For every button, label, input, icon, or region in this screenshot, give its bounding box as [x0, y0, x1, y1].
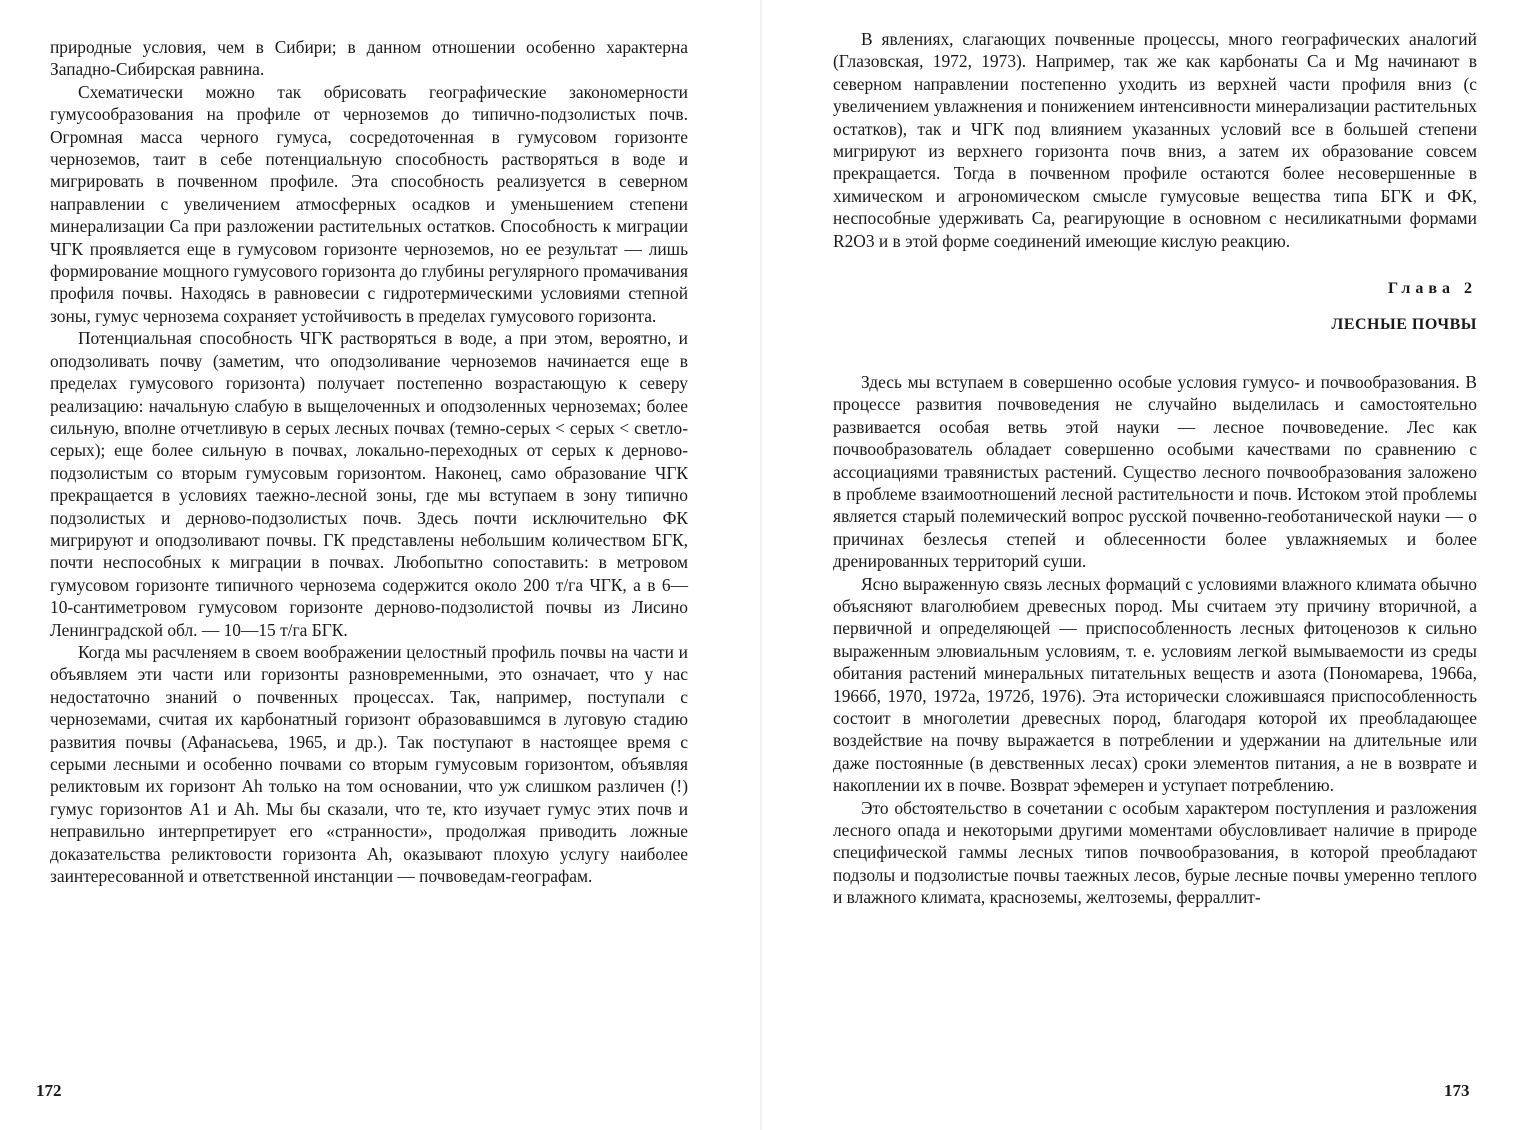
paragraph: Ясно выраженную связь лесных формаций с условиями влажного климата обычно объясняют влаголюбием древесных пород. Мы считаем эту причину вторичной, а первичной и определяющей — приспособленность лесных фитоценозов к сильно выраженным элювиальным условиям, т. е. условиям легкой вымываемости из среды обитания растений минеральных питательных веществ и азота (Пономарева, 1966а, 1966б, 1970, 1972а, 1972б, 1976). Эта исторически сложившаяся приспособленность состоит в многолетии древесных пород, благодаря которой их преобладающее воздействие на почву выражается в потреблении и удержании на длительные или даже постоянные (в девственных лесах) сроки элементов питания, а не в возврате и накоплении их в почве. Возврат эфемерен и уступает потреблению.	[833, 573, 1477, 796]
paragraph: Это обстоятельство в сочетании с особым характером поступления и разложения лесного опада и некоторыми другими моментами обусловливает наличие в природе специфической гаммы лесных типов почвообразования, в которой преобладают подзолы и подзолистые почвы таежных лесов, бурые лесные почвы умеренно теплого и влажного климата, красноземы, желтоземы, ферраллит-	[833, 797, 1477, 908]
left-page-text	[50, 36, 688, 887]
paragraph: Схематически можно так обрисовать географические закономерности гумусообразования на профиле от черноземов до типично-подзолистых почв. Огромная масса черного гумуса, сосредоточенная в гумусовом горизонте черноземов, таит в себе потенциальную способность растворяться в воде и мигрировать в почвенном профиле. Эта способность реализуется в северном направлении с увеличением атмосферных осадков и уменьшением степени минерализации Са при разложении растительных остатков. Способность к миграции ЧГК проявляется еще в гумусовом горизонте черноземов, но ее результат — лишь формирование мощного гумусового горизонта до глубины регулярного промачивания профиля почвы. Находясь в равновесии с гидротермическими условиями степной зоны, гумус чернозема сохраняет устойчивость в пределах гумусового горизонта.	[50, 81, 688, 326]
paragraph: В явлениях, слагающих почвенные процессы, много географических аналогий (Глазовская, 1972, 1973). Например, так же как карбонаты Са и Mg начинают в северном направлении постепенно уходить из верхней части профиля вниз (с увеличением увлажнения и понижением интенсивности минерализации растительных остатков), так и ЧГК под влиянием указанных условий все в большей степени мигрируют из верхнего горизонта почв вниз, а затем их образование совсем прекращается. Тогда в почвенном профиле остаются более несовершенные в химическом и агрономическом смысле гумусовые вещества типа БГК и ФК, неспособные удерживать Са, реагирующие в основном с несиликатными формами R2O3 и в этой форме соединений имеющие кислую реакцию.	[833, 29, 1477, 251]
paragraph: Когда мы расчленяем в своем воображении целостный профиль почвы на части и объявляем эти части или горизонты разновременными, это означает, что у нас недостаточно знаний о почвенных процессах. Так, например, поступали с черноземами, считая их карбонатный горизонт образовавшимся в луговую стадию развития почвы (Афанасьева, 1965, и др.). Так поступают в настоящее время с серыми лесными и особенно почвами со вторым гумусовым горизонтом, объявляя реликтовым их горизонт Аh только на том основании, что уж слишком различен (!) гумус горизонтов А1 и Аh. Мы бы сказали, что те, кто изучает гумус этих почв и неправильно интерпретирует его «странности», продолжая приводить ложные доказательства реликтовости горизонта Аh, оказывают плохую услугу наиболее заинтересованной и ответственной инстанции — почвоведам-географам.	[50, 641, 688, 887]
chapter-label: Глава 2	[1388, 280, 1477, 298]
paragraph: Потенциальная способность ЧГК растворяться в воде, а при этом, вероятно, и оподзоливать почву (заметим, что оподзоливание черноземов начинается еще в пределах гумусового горизонта) получает постепенно возрастающую к северу реализацию: начальную слабую в выщелоченных и оподзоленных черноземах; более сильную, вполне отчетливую в серых лесных почвах (темно-серых < серых < светло-серых); еще более сильную в почвах, локально-переходных от серых к дерново-подзолистым со вторым гумусовым горизонтом. Наконец, само образование ЧГК прекращается в условиях таежно-лесной зоны, где мы вступаем в зону типично подзолистых и дерново-подзолистых почв. Здесь почти исключительно ФК мигрируют и оподзоливают почвы. ГК представлены небольшим количеством БГК, почти неспособных к миграции в почвах. Любопытно сопоставить: в метровом гумусовом горизонте типичного чернозема содержится около 200 т/га ЧГК, а в 6—10-сантиметровом гумусовом горизонте дерново-подзолистой почвы из Лисино Ленинградской обл. — 10—15 т/га БГК.	[50, 328, 688, 640]
page-number-left: 172	[36, 1081, 62, 1100]
paragraph: Здесь мы вступаем в совершенно особые условия гумусо- и почвообразования. В процессе развития почвоведения не случайно выделилась и самостоятельно развивается особая ветвь этой науки — лесное почвоведение. Лес как почвообразователь обладает совершенно особыми качествами по сравнению с ассоциациями травянистых растений. Существо лесного почвообразования заложено в проблеме взаимоотношений лесной растительности и почв. Истоком этой проблемы является старый полемический вопрос русской почвенно-геоботанической науки — о причинах безлесья степей и облесенности более увлажняемых и более дренированных территорий суши.	[833, 371, 1477, 572]
page-number-right: 173	[1444, 1081, 1470, 1100]
chapter-title: ЛЕСНЫЕ ПОЧВЫ	[1331, 316, 1477, 334]
right-page-text	[833, 28, 1477, 909]
right-page	[761, 0, 1522, 1130]
paragraph: природные условия, чем в Сибири; в данном отношении особенно характерна Западно-Сибирская равнина.	[50, 37, 688, 80]
